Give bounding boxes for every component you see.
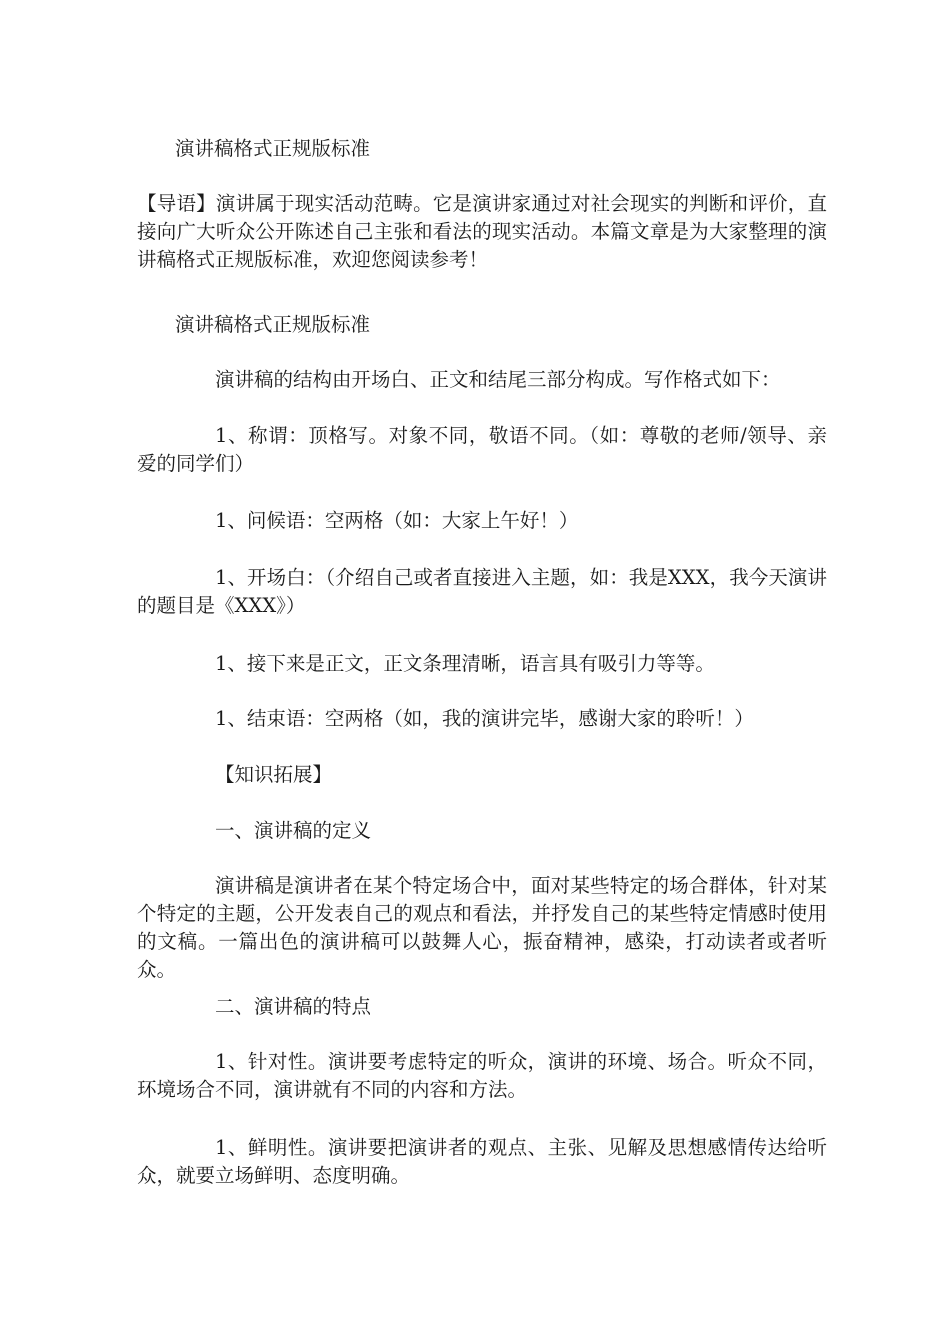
list-item-opening: 1、开场白：（介绍自己或者直接进入主题，如：我是XXX，我今天演讲的题目是《XXX》） [137, 566, 827, 617]
list-item-greeting: 1、问候语：空两格（如：大家上午好！） [215, 509, 579, 532]
list-item-closing: 1、结束语：空两格（如，我的演讲完毕，感谢大家的聆听！） [215, 707, 754, 730]
intro-paragraph: 【导语】演讲属于现实活动范畴。它是演讲家通过对社会现实的判断和评价，直接向广大听众公开陈述自己主张和看法的现实活动。本篇文章是为大家整理的演讲稿格式正规版标准，欢迎您阅读参考！ [137, 192, 827, 271]
feature-item-distinctness: 1、鲜明性。演讲要把演讲者的观点、主张、见解及思想感情传达给听众，就要立场鲜明、态度明确。 [137, 1136, 827, 1187]
knowledge-heading: 【知识拓展】 [215, 763, 333, 786]
section1-heading: 一、演讲稿的定义 [215, 819, 372, 842]
doc-subtitle: 演讲稿格式正规版标准 [175, 313, 371, 336]
section1-body: 演讲稿是演讲者在某个特定场合中，面对某些特定的场合群体，针对某个特定的主题，公开发表自己的观点和看法，并抒发自己的某些特定情感时使用的文稿。一篇出色的演讲稿可以鼓舞人心，振奋精神，感染，打动读者或者听众。 [137, 874, 827, 981]
section2-heading: 二、演讲稿的特点 [215, 995, 372, 1018]
feature-item-pertinence: 1、针对性。演讲要考虑特定的听众，演讲的环境、场合。听众不同，环境场合不同，演讲就有不同的内容和方法。 [137, 1050, 827, 1101]
list-item-body: 1、接下来是正文，正文条理清晰，语言具有吸引力等等。 [215, 652, 715, 675]
doc-title: 演讲稿格式正规版标准 [175, 137, 371, 160]
list-item-salutation: 1、称谓：顶格写。对象不同，敬语不同。（如：尊敬的老师/领导、亲爱的同学们） [137, 424, 827, 475]
structure-paragraph: 演讲稿的结构由开场白、正文和结尾三部分构成。写作格式如下： [215, 368, 781, 391]
